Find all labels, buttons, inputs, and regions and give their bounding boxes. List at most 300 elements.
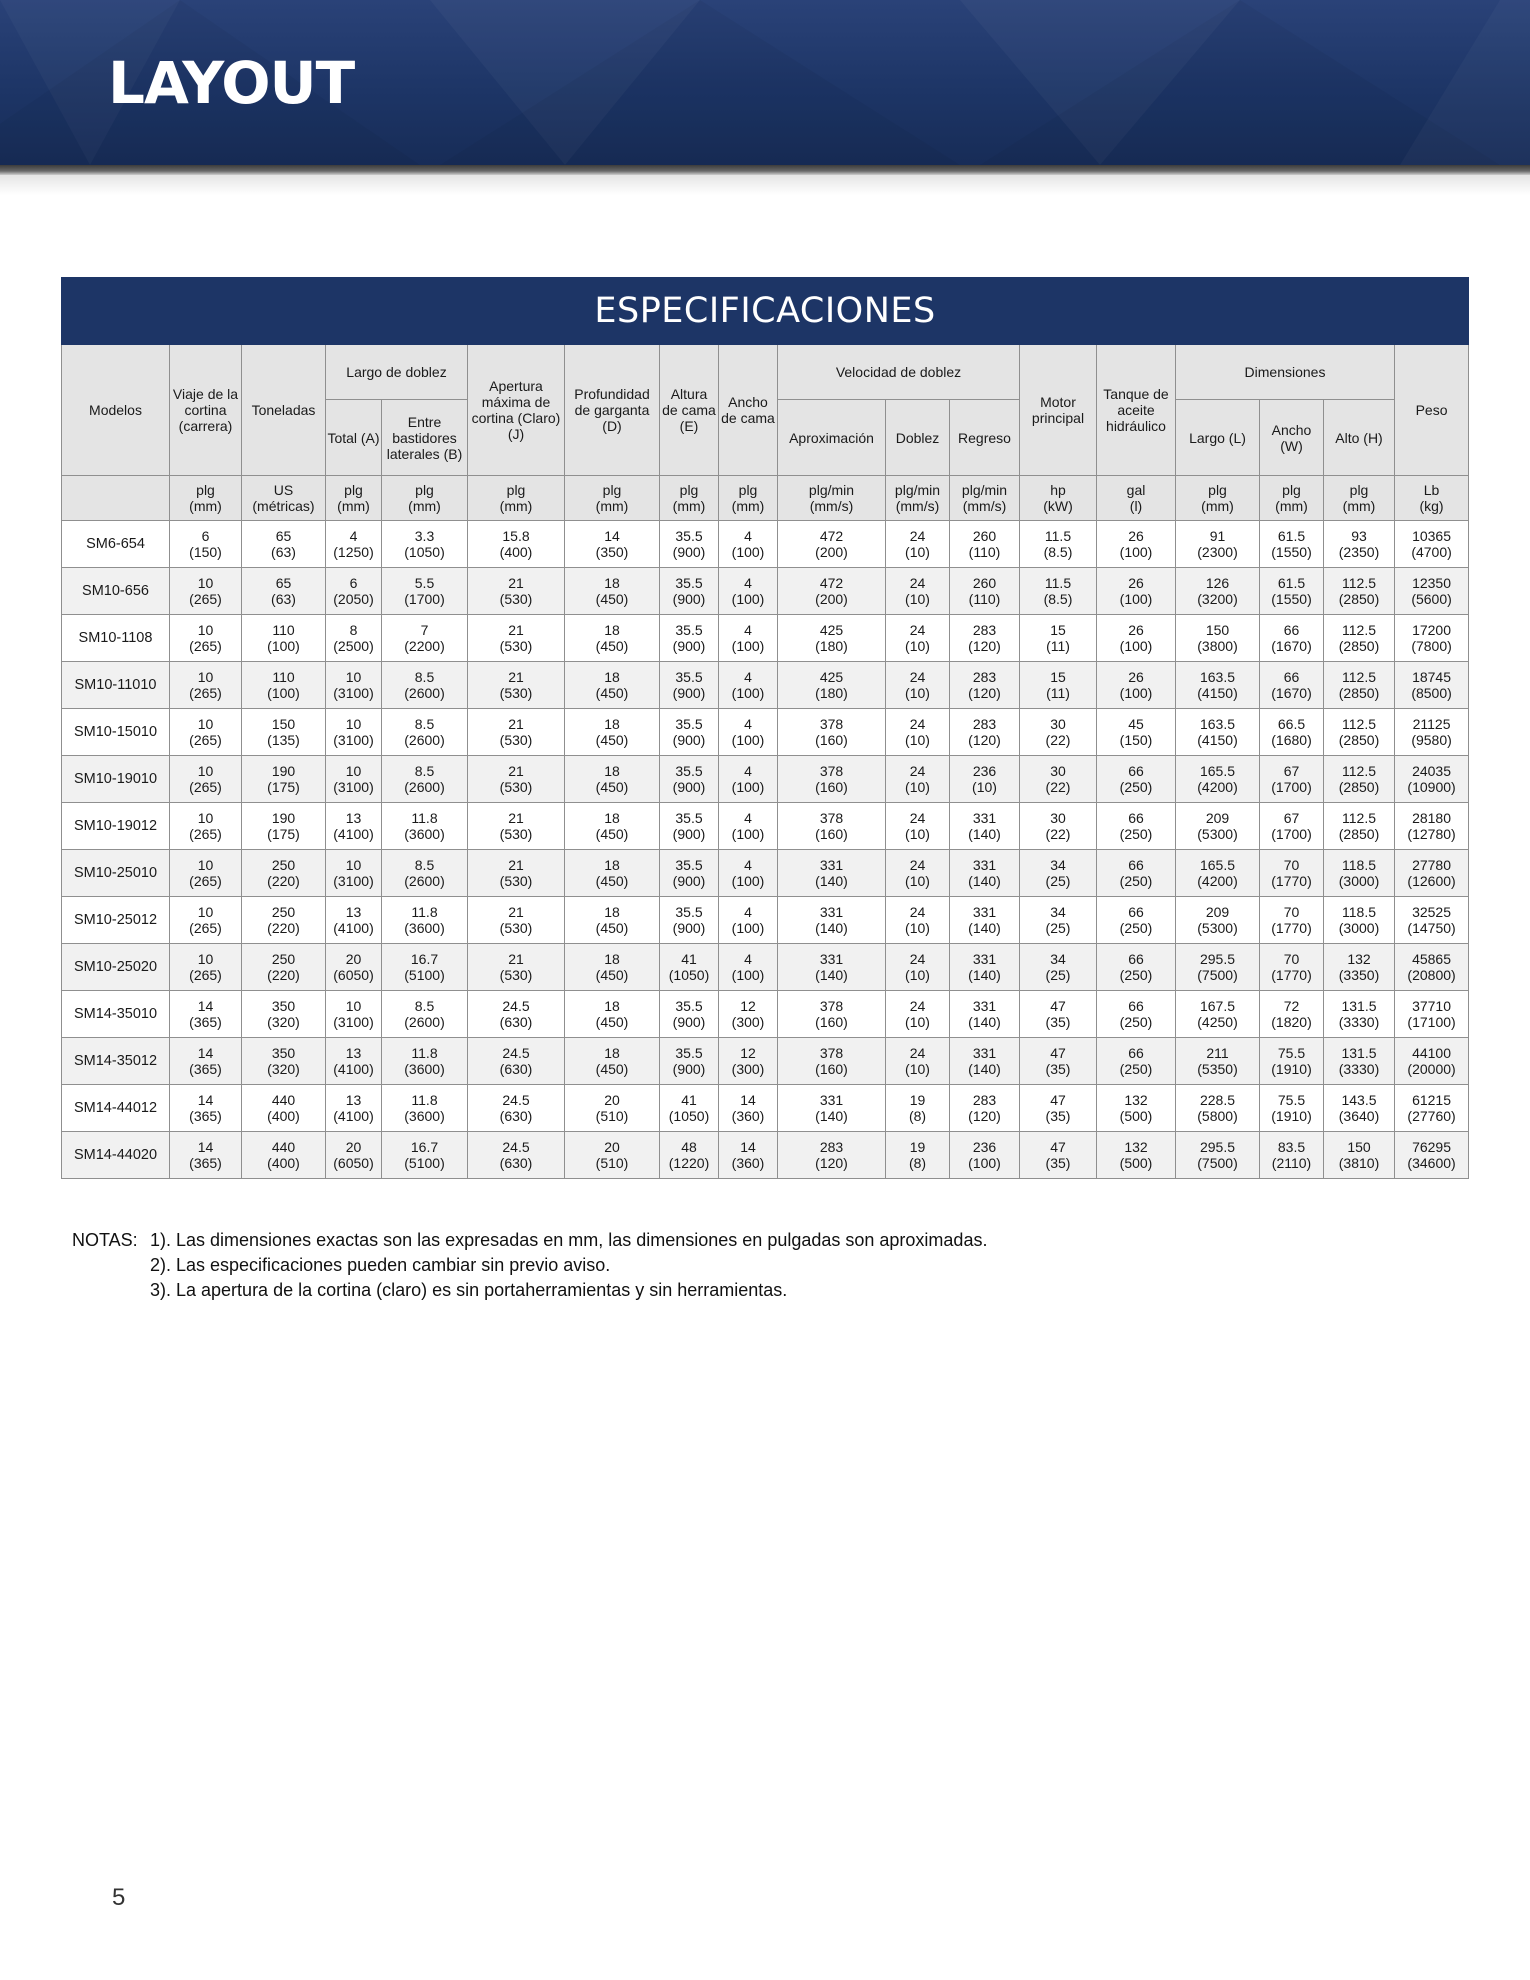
- spec-value-cell: 112.5 (2850): [1324, 756, 1395, 803]
- spec-value-cell: 14 (365): [170, 1038, 242, 1085]
- header-altura: Altura de cama (E): [660, 345, 719, 476]
- spec-value-cell: 131.5 (3330): [1324, 991, 1395, 1038]
- page-title: LAYOUT: [108, 49, 355, 117]
- spec-value-cell: 66 (250): [1097, 944, 1176, 991]
- model-name-cell: SM10-656: [62, 568, 170, 615]
- spec-value-cell: 13 (4100): [326, 1085, 382, 1132]
- spec-value-cell: 35.5 (900): [660, 803, 719, 850]
- spec-value-cell: 283 (120): [950, 709, 1020, 756]
- header-largo-group: Largo de doblez: [326, 345, 468, 400]
- spec-value-cell: 11.8 (3600): [382, 803, 468, 850]
- spec-value-cell: 4 (1250): [326, 521, 382, 568]
- unit-cell: plg (mm): [1176, 476, 1260, 521]
- spec-value-cell: 66 (250): [1097, 897, 1176, 944]
- spec-value-cell: 18 (450): [565, 1038, 660, 1085]
- spec-value-cell: 165.5 (4200): [1176, 850, 1260, 897]
- spec-value-cell: 8.5 (2600): [382, 756, 468, 803]
- spec-value-cell: 16.7 (5100): [382, 1132, 468, 1179]
- spec-value-cell: 331 (140): [778, 850, 886, 897]
- spec-value-cell: 8.5 (2600): [382, 850, 468, 897]
- spec-value-cell: 32525 (14750): [1395, 897, 1469, 944]
- spec-value-cell: 112.5 (2850): [1324, 803, 1395, 850]
- table-row: [62, 568, 1469, 615]
- spec-value-cell: 41 (1050): [660, 1085, 719, 1132]
- spec-value-cell: 18 (450): [565, 944, 660, 991]
- spec-value-cell: 21 (530): [468, 897, 565, 944]
- unit-cell: plg (mm): [565, 476, 660, 521]
- spec-value-cell: 331 (140): [778, 897, 886, 944]
- spec-value-cell: 66 (250): [1097, 756, 1176, 803]
- spec-value-cell: 163.5 (4150): [1176, 662, 1260, 709]
- spec-value-cell: 132 (500): [1097, 1132, 1176, 1179]
- spec-value-cell: 24 (10): [886, 991, 950, 1038]
- spec-value-cell: 112.5 (2850): [1324, 662, 1395, 709]
- spec-value-cell: 30 (22): [1020, 803, 1097, 850]
- spec-value-cell: 67 (1700): [1260, 803, 1324, 850]
- spec-value-cell: 331 (140): [950, 944, 1020, 991]
- spec-value-cell: 12 (300): [719, 1038, 778, 1085]
- notes-label: NOTAS:: [72, 1230, 138, 1250]
- spec-value-cell: 18 (450): [565, 615, 660, 662]
- spec-value-cell: 8 (2500): [326, 615, 382, 662]
- spec-value-cell: 331 (140): [950, 803, 1020, 850]
- spec-value-cell: 30 (22): [1020, 756, 1097, 803]
- table-row: [62, 897, 1469, 944]
- table-row: [62, 803, 1469, 850]
- spec-value-cell: 21 (530): [468, 944, 565, 991]
- header-peso: Peso: [1395, 345, 1469, 476]
- spec-value-cell: 24 (10): [886, 850, 950, 897]
- spec-value-cell: 34 (25): [1020, 850, 1097, 897]
- spec-value-cell: 26 (100): [1097, 615, 1176, 662]
- spec-value-cell: 295.5 (7500): [1176, 944, 1260, 991]
- spec-value-cell: 4 (100): [719, 803, 778, 850]
- spec-value-cell: 35.5 (900): [660, 756, 719, 803]
- unit-cell: plg (mm): [170, 476, 242, 521]
- spec-value-cell: 35.5 (900): [660, 1038, 719, 1085]
- spec-value-cell: 66.5 (1680): [1260, 709, 1324, 756]
- header-dim-largo: Largo (L): [1176, 400, 1260, 476]
- spec-value-cell: 350 (320): [242, 1038, 326, 1085]
- spec-value-cell: 4 (100): [719, 897, 778, 944]
- spec-value-cell: 35.5 (900): [660, 850, 719, 897]
- spec-value-cell: 24035 (10900): [1395, 756, 1469, 803]
- spec-value-cell: 21 (530): [468, 662, 565, 709]
- spec-value-cell: 61.5 (1550): [1260, 568, 1324, 615]
- spec-value-cell: 24 (10): [886, 944, 950, 991]
- spec-value-cell: 66 (250): [1097, 803, 1176, 850]
- unit-cell: plg (mm): [1260, 476, 1324, 521]
- spec-value-cell: 10 (265): [170, 709, 242, 756]
- spec-value-cell: 331 (140): [778, 944, 886, 991]
- spec-value-cell: 13 (4100): [326, 897, 382, 944]
- spec-value-cell: 250 (220): [242, 944, 326, 991]
- header-ancho-cama: Ancho de cama: [719, 345, 778, 476]
- spec-value-cell: 331 (140): [950, 1038, 1020, 1085]
- spec-value-cell: 472 (200): [778, 568, 886, 615]
- spec-value-cell: 8.5 (2600): [382, 662, 468, 709]
- spec-value-cell: 3.3 (1050): [382, 521, 468, 568]
- spec-value-cell: 10 (3100): [326, 850, 382, 897]
- unit-cell: US (métricas): [242, 476, 326, 521]
- header-banner: [0, 0, 1530, 165]
- table-row: [62, 662, 1469, 709]
- spec-value-cell: 24.5 (630): [468, 1038, 565, 1085]
- banner-bottom-edge: [0, 165, 1530, 175]
- spec-value-cell: 35.5 (900): [660, 991, 719, 1038]
- spec-value-cell: 378 (160): [778, 991, 886, 1038]
- spec-value-cell: 10 (265): [170, 756, 242, 803]
- spec-value-cell: 70 (1770): [1260, 944, 1324, 991]
- spec-value-cell: 19 (8): [886, 1085, 950, 1132]
- spec-value-cell: 112.5 (2850): [1324, 568, 1395, 615]
- spec-value-cell: 236 (100): [950, 1132, 1020, 1179]
- spec-value-cell: 11.8 (3600): [382, 897, 468, 944]
- spec-value-cell: 66 (250): [1097, 850, 1176, 897]
- spec-value-cell: 150 (3800): [1176, 615, 1260, 662]
- spec-value-cell: 44100 (20000): [1395, 1038, 1469, 1085]
- spec-value-cell: 26 (100): [1097, 521, 1176, 568]
- spec-value-cell: 24 (10): [886, 568, 950, 615]
- model-name-cell: SM10-1108: [62, 615, 170, 662]
- header-vel-aproximacion: Aproximación: [778, 400, 886, 476]
- spec-value-cell: 66 (250): [1097, 1038, 1176, 1085]
- spec-value-cell: 10 (265): [170, 897, 242, 944]
- spec-value-cell: 190 (175): [242, 756, 326, 803]
- spec-value-cell: 24 (10): [886, 662, 950, 709]
- spec-value-cell: 21125 (9580): [1395, 709, 1469, 756]
- spec-value-cell: 331 (140): [950, 897, 1020, 944]
- unit-cell: plg (mm): [382, 476, 468, 521]
- spec-value-cell: 18 (450): [565, 803, 660, 850]
- spec-value-cell: 11.5 (8.5): [1020, 521, 1097, 568]
- unit-cell: plg (mm): [326, 476, 382, 521]
- spec-value-cell: 24 (10): [886, 615, 950, 662]
- spec-value-cell: 17200 (7800): [1395, 615, 1469, 662]
- spec-value-cell: 209 (5300): [1176, 803, 1260, 850]
- header-apertura: Apertura máxima de cortina (Claro) (J): [468, 345, 565, 476]
- spec-value-cell: 132 (500): [1097, 1085, 1176, 1132]
- header-dim-alto: Alto (H): [1324, 400, 1395, 476]
- spec-value-cell: 283 (120): [950, 662, 1020, 709]
- spec-value-cell: 10 (3100): [326, 709, 382, 756]
- spec-value-cell: 35.5 (900): [660, 662, 719, 709]
- spec-value-cell: 48 (1220): [660, 1132, 719, 1179]
- spec-value-cell: 10 (3100): [326, 756, 382, 803]
- spec-value-cell: 35.5 (900): [660, 568, 719, 615]
- spec-value-cell: 67 (1700): [1260, 756, 1324, 803]
- spec-value-cell: 21 (530): [468, 568, 565, 615]
- spec-value-cell: 8.5 (2600): [382, 991, 468, 1038]
- spec-value-cell: 37710 (17100): [1395, 991, 1469, 1038]
- spec-value-cell: 24 (10): [886, 709, 950, 756]
- unit-cell: hp (kW): [1020, 476, 1097, 521]
- spec-value-cell: 34 (25): [1020, 944, 1097, 991]
- spec-value-cell: 283 (120): [950, 615, 1020, 662]
- unit-cell: plg (mm): [719, 476, 778, 521]
- spec-value-cell: 24 (10): [886, 1038, 950, 1085]
- spec-value-cell: 4 (100): [719, 521, 778, 568]
- spec-value-cell: 10 (265): [170, 944, 242, 991]
- header-modelos: Modelos: [62, 345, 170, 476]
- spec-value-cell: 112.5 (2850): [1324, 615, 1395, 662]
- spec-value-cell: 14 (365): [170, 991, 242, 1038]
- spec-value-cell: 20 (510): [565, 1085, 660, 1132]
- spec-value-cell: 66 (250): [1097, 991, 1176, 1038]
- spec-value-cell: 18 (450): [565, 568, 660, 615]
- header-largo-entre: Entre bastidores laterales (B): [382, 400, 468, 476]
- spec-value-cell: 150 (3810): [1324, 1132, 1395, 1179]
- spec-value-cell: 47 (35): [1020, 1132, 1097, 1179]
- header-vel-regreso: Regreso: [950, 400, 1020, 476]
- spec-value-cell: 61215 (27760): [1395, 1085, 1469, 1132]
- spec-value-cell: 35.5 (900): [660, 709, 719, 756]
- unit-cell: Lb (kg): [1395, 476, 1469, 521]
- spec-value-cell: 65 (63): [242, 521, 326, 568]
- header-dim-ancho: Ancho (W): [1260, 400, 1324, 476]
- spec-value-cell: 13 (4100): [326, 803, 382, 850]
- table-row: [62, 991, 1469, 1038]
- spec-value-cell: 21 (530): [468, 709, 565, 756]
- table-row: [62, 850, 1469, 897]
- spec-value-cell: 10 (3100): [326, 662, 382, 709]
- spec-value-cell: 118.5 (3000): [1324, 850, 1395, 897]
- spec-value-cell: 18 (450): [565, 709, 660, 756]
- spec-value-cell: 126 (3200): [1176, 568, 1260, 615]
- spec-value-cell: 15 (11): [1020, 662, 1097, 709]
- spec-value-cell: 211 (5350): [1176, 1038, 1260, 1085]
- spec-value-cell: 5.5 (1700): [382, 568, 468, 615]
- specifications-table-body: [62, 521, 1469, 1179]
- spec-value-cell: 21 (530): [468, 803, 565, 850]
- model-name-cell: SM14-44020: [62, 1132, 170, 1179]
- spec-value-cell: 250 (220): [242, 850, 326, 897]
- note-item: 3). La apertura de la cortina (claro) es sin portaherramientas y sin herramientas.: [150, 1280, 788, 1300]
- spec-value-cell: 132 (3350): [1324, 944, 1395, 991]
- spec-value-cell: 14 (360): [719, 1132, 778, 1179]
- spec-value-cell: 66 (1670): [1260, 615, 1324, 662]
- spec-value-cell: 65 (63): [242, 568, 326, 615]
- spec-value-cell: 24.5 (630): [468, 1085, 565, 1132]
- spec-value-cell: 4 (100): [719, 615, 778, 662]
- header-toneladas: Toneladas: [242, 345, 326, 476]
- spec-value-cell: 47 (35): [1020, 1038, 1097, 1085]
- spec-value-cell: 24 (10): [886, 756, 950, 803]
- spec-value-cell: 4 (100): [719, 662, 778, 709]
- spec-value-cell: 24 (10): [886, 897, 950, 944]
- spec-value-cell: 10 (265): [170, 803, 242, 850]
- spec-value-cell: 35.5 (900): [660, 521, 719, 568]
- spec-value-cell: 24.5 (630): [468, 991, 565, 1038]
- spec-value-cell: 15.8 (400): [468, 521, 565, 568]
- table-row: [62, 1085, 1469, 1132]
- spec-value-cell: 21 (530): [468, 756, 565, 803]
- banner-shadow: [0, 175, 1530, 195]
- spec-value-cell: 260 (110): [950, 521, 1020, 568]
- spec-value-cell: 35.5 (900): [660, 615, 719, 662]
- spec-value-cell: 12 (300): [719, 991, 778, 1038]
- model-name-cell: SM10-25020: [62, 944, 170, 991]
- spec-value-cell: 70 (1770): [1260, 850, 1324, 897]
- spec-value-cell: 331 (140): [950, 850, 1020, 897]
- spec-value-cell: 4 (100): [719, 850, 778, 897]
- spec-value-cell: 4 (100): [719, 568, 778, 615]
- spec-value-cell: 21 (530): [468, 615, 565, 662]
- spec-value-cell: 14 (350): [565, 521, 660, 568]
- spec-value-cell: 93 (2350): [1324, 521, 1395, 568]
- spec-value-cell: 190 (175): [242, 803, 326, 850]
- spec-value-cell: 331 (140): [950, 991, 1020, 1038]
- model-name-cell: SM14-35012: [62, 1038, 170, 1085]
- spec-value-cell: 143.5 (3640): [1324, 1085, 1395, 1132]
- spec-value-cell: 13 (4100): [326, 1038, 382, 1085]
- table-row: [62, 944, 1469, 991]
- table-caption: ESPECIFICACIONES: [62, 278, 1469, 345]
- spec-value-cell: 350 (320): [242, 991, 326, 1038]
- spec-value-cell: 7 (2200): [382, 615, 468, 662]
- spec-value-cell: 131.5 (3330): [1324, 1038, 1395, 1085]
- spec-value-cell: 440 (400): [242, 1085, 326, 1132]
- spec-value-cell: 61.5 (1550): [1260, 521, 1324, 568]
- spec-value-cell: 4 (100): [719, 944, 778, 991]
- spec-value-cell: 10 (265): [170, 662, 242, 709]
- header-viaje: Viaje de la cortina (carrera): [170, 345, 242, 476]
- spec-value-cell: 66 (1670): [1260, 662, 1324, 709]
- spec-value-cell: 236 (10): [950, 756, 1020, 803]
- spec-value-cell: 18 (450): [565, 662, 660, 709]
- spec-value-cell: 35.5 (900): [660, 897, 719, 944]
- spec-value-cell: 14 (360): [719, 1085, 778, 1132]
- spec-value-cell: 4 (100): [719, 756, 778, 803]
- spec-value-cell: 209 (5300): [1176, 897, 1260, 944]
- unit-cell: gal (l): [1097, 476, 1176, 521]
- spec-value-cell: 18 (450): [565, 756, 660, 803]
- spec-value-cell: 70 (1770): [1260, 897, 1324, 944]
- spec-value-cell: 11.5 (8.5): [1020, 568, 1097, 615]
- unit-cell: plg/min (mm/s): [778, 476, 886, 521]
- header-dimensiones-group: Dimensiones: [1176, 345, 1395, 400]
- spec-value-cell: 283 (120): [778, 1132, 886, 1179]
- spec-value-cell: 110 (100): [242, 662, 326, 709]
- spec-value-cell: 41 (1050): [660, 944, 719, 991]
- spec-value-cell: 91 (2300): [1176, 521, 1260, 568]
- units-row: [62, 476, 1469, 521]
- spec-value-cell: 28180 (12780): [1395, 803, 1469, 850]
- header-velocidad-group: Velocidad de doblez: [778, 345, 1020, 400]
- spec-value-cell: 24 (10): [886, 803, 950, 850]
- spec-value-cell: 167.5 (4250): [1176, 991, 1260, 1038]
- spec-value-cell: 75.5 (1910): [1260, 1038, 1324, 1085]
- spec-value-cell: 26 (100): [1097, 662, 1176, 709]
- spec-value-cell: 47 (35): [1020, 991, 1097, 1038]
- model-name-cell: SM10-25012: [62, 897, 170, 944]
- spec-value-cell: 72 (1820): [1260, 991, 1324, 1038]
- spec-value-cell: 10 (265): [170, 615, 242, 662]
- spec-value-cell: 425 (180): [778, 615, 886, 662]
- spec-value-cell: 283 (120): [950, 1085, 1020, 1132]
- spec-value-cell: 10 (265): [170, 568, 242, 615]
- table-row: [62, 709, 1469, 756]
- spec-value-cell: 14 (365): [170, 1085, 242, 1132]
- page-number: 5: [112, 1884, 126, 1911]
- spec-value-cell: 10 (265): [170, 850, 242, 897]
- spec-value-cell: 165.5 (4200): [1176, 756, 1260, 803]
- spec-value-cell: 11.8 (3600): [382, 1038, 468, 1085]
- specifications-table-container: [61, 277, 1468, 1179]
- model-name-cell: SM10-15010: [62, 709, 170, 756]
- spec-value-cell: 260 (110): [950, 568, 1020, 615]
- spec-value-cell: 21 (530): [468, 850, 565, 897]
- unit-cell: plg/min (mm/s): [886, 476, 950, 521]
- spec-value-cell: 4 (100): [719, 709, 778, 756]
- header-profundidad: Profundidad de garganta (D): [565, 345, 660, 476]
- table-row: [62, 615, 1469, 662]
- spec-value-cell: 425 (180): [778, 662, 886, 709]
- spec-value-cell: 83.5 (2110): [1260, 1132, 1324, 1179]
- spec-value-cell: 18 (450): [565, 897, 660, 944]
- spec-value-cell: 24 (10): [886, 521, 950, 568]
- spec-value-cell: 112.5 (2850): [1324, 709, 1395, 756]
- unit-cell: plg (mm): [468, 476, 565, 521]
- spec-value-cell: 15 (11): [1020, 615, 1097, 662]
- spec-value-cell: 6 (2050): [326, 568, 382, 615]
- spec-value-cell: 331 (140): [778, 1085, 886, 1132]
- spec-value-cell: 27780 (12600): [1395, 850, 1469, 897]
- spec-value-cell: 45 (150): [1097, 709, 1176, 756]
- model-name-cell: SM10-11010: [62, 662, 170, 709]
- spec-value-cell: 295.5 (7500): [1176, 1132, 1260, 1179]
- spec-value-cell: 34 (25): [1020, 897, 1097, 944]
- spec-value-cell: 8.5 (2600): [382, 709, 468, 756]
- header-vel-doblez: Doblez: [886, 400, 950, 476]
- spec-value-cell: 118.5 (3000): [1324, 897, 1395, 944]
- spec-value-cell: 378 (160): [778, 756, 886, 803]
- spec-value-cell: 10 (3100): [326, 991, 382, 1038]
- header-motor: Motor principal: [1020, 345, 1097, 476]
- unit-cell: plg/min (mm/s): [950, 476, 1020, 521]
- spec-value-cell: 18745 (8500): [1395, 662, 1469, 709]
- spec-value-cell: 163.5 (4150): [1176, 709, 1260, 756]
- spec-value-cell: 378 (160): [778, 709, 886, 756]
- spec-value-cell: 26 (100): [1097, 568, 1176, 615]
- spec-value-cell: 10365 (4700): [1395, 521, 1469, 568]
- model-name-cell: SM10-19010: [62, 756, 170, 803]
- spec-value-cell: 378 (160): [778, 803, 886, 850]
- table-row: [62, 1038, 1469, 1085]
- spec-value-cell: 18 (450): [565, 991, 660, 1038]
- spec-value-cell: 30 (22): [1020, 709, 1097, 756]
- spec-value-cell: 12350 (5600): [1395, 568, 1469, 615]
- header-tanque: Tanque de aceite hidráulico: [1097, 345, 1176, 476]
- spec-value-cell: 150 (135): [242, 709, 326, 756]
- spec-value-cell: 19 (8): [886, 1132, 950, 1179]
- table-row: [62, 1132, 1469, 1179]
- unit-cell: plg (mm): [1324, 476, 1395, 521]
- spec-value-cell: 47 (35): [1020, 1085, 1097, 1132]
- spec-value-cell: 20 (6050): [326, 1132, 382, 1179]
- model-name-cell: SM14-35010: [62, 991, 170, 1038]
- spec-value-cell: 24.5 (630): [468, 1132, 565, 1179]
- model-name-cell: SM10-19012: [62, 803, 170, 850]
- notes-list: [150, 1228, 1350, 1303]
- model-name-cell: SM14-44012: [62, 1085, 170, 1132]
- note-item: 1). Las dimensiones exactas son las expresadas en mm, las dimensiones en pulgadas son aproximadas.: [150, 1230, 988, 1250]
- spec-value-cell: 20 (6050): [326, 944, 382, 991]
- table-row: [62, 756, 1469, 803]
- header-largo-total: Total (A): [326, 400, 382, 476]
- spec-value-cell: 228.5 (5800): [1176, 1085, 1260, 1132]
- spec-value-cell: 440 (400): [242, 1132, 326, 1179]
